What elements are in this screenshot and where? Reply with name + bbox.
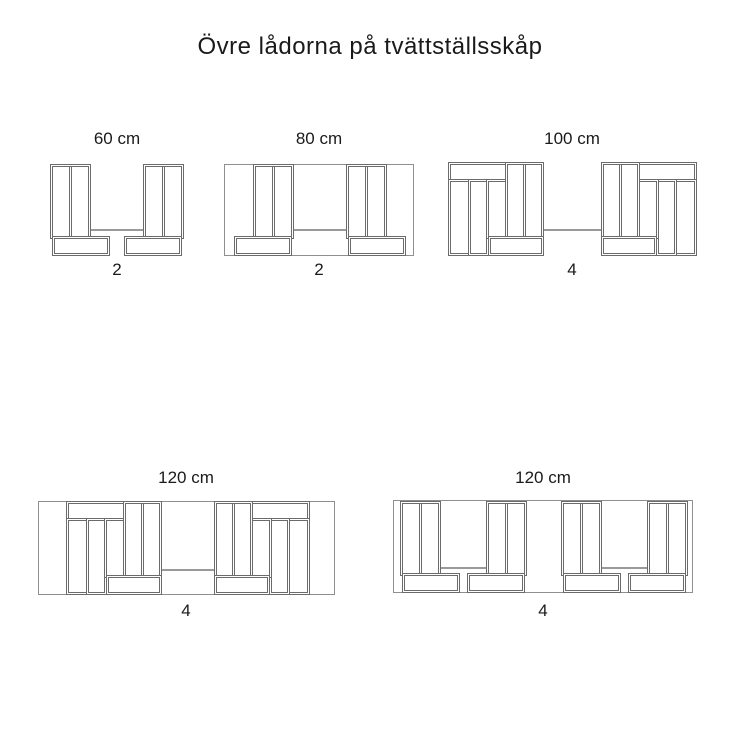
tray-unit-left: [234, 164, 294, 256]
size-label: 60 cm: [93, 129, 141, 148]
tall-tray: [50, 164, 91, 239]
tall-tray: [400, 501, 441, 576]
connector-line: [294, 229, 346, 231]
tall-tray: [601, 162, 640, 239]
size-label: 80 cm: [295, 129, 343, 148]
tall-tray: [253, 164, 294, 239]
flat-tray: [488, 236, 544, 256]
drawer-count: 2: [112, 260, 122, 279]
tray-unit-right: [346, 164, 406, 256]
cutlery-tray-unit-left: [66, 501, 162, 595]
drawer-count: 4: [181, 601, 191, 620]
flat-tray: [348, 236, 406, 256]
tray-divider: [419, 504, 422, 573]
tray-divider: [523, 165, 526, 236]
size-label: 120 cm: [158, 468, 214, 487]
tray-divider: [619, 165, 622, 236]
utensil-slot: [250, 518, 272, 578]
utensil-slot: [637, 179, 659, 239]
flat-tray: [214, 575, 270, 595]
cutlery-tray-unit-left: [448, 162, 544, 256]
tray-divider: [666, 504, 669, 573]
flat-tray: [106, 575, 162, 595]
page-title: Övre lådorna på tvättställsskåp: [197, 33, 543, 60]
drawer-count: 4: [567, 260, 577, 279]
tall-tray: [505, 162, 544, 239]
tray-divider: [272, 167, 275, 236]
tray-unit-right: [124, 164, 184, 256]
tray-divider: [232, 504, 235, 575]
tray-unit-left: [50, 164, 110, 256]
tray-unit-2: [467, 501, 527, 593]
tall-tray: [214, 501, 253, 578]
flat-tray: [467, 573, 525, 593]
tray-unit-3: [561, 501, 621, 593]
cutlery-tray-unit-right: [214, 501, 310, 595]
tall-tray: [486, 501, 527, 576]
tray-divider: [69, 167, 72, 236]
tall-tray: [561, 501, 602, 576]
tall-tray: [647, 501, 688, 576]
connector-line: [162, 569, 214, 571]
flat-tray: [402, 573, 460, 593]
tall-tray: [123, 501, 162, 578]
tray-unit-1: [400, 501, 460, 593]
tray-divider: [365, 167, 368, 236]
cutlery-tray-unit-right: [601, 162, 697, 256]
tray-divider: [162, 167, 165, 236]
size-label: 120 cm: [515, 468, 571, 487]
flat-tray: [234, 236, 292, 256]
drawer-count: 4: [538, 601, 548, 620]
size-label: 100 cm: [544, 129, 600, 148]
utensil-slot: [674, 179, 697, 256]
tall-tray: [143, 164, 184, 239]
flat-tray: [124, 236, 182, 256]
flat-tray: [563, 573, 621, 593]
drawer-count: 2: [314, 260, 324, 279]
tall-tray: [346, 164, 387, 239]
flat-tray: [52, 236, 110, 256]
utensil-slot: [656, 179, 677, 256]
flat-tray: [601, 236, 657, 256]
connector-line: [544, 229, 601, 231]
utensil-slot: [269, 518, 290, 595]
tray-unit-4: [628, 501, 688, 593]
tray-divider: [580, 504, 583, 573]
tray-divider: [505, 504, 508, 573]
tray-divider: [141, 504, 144, 575]
utensil-slot: [287, 518, 310, 595]
flat-tray: [628, 573, 686, 593]
